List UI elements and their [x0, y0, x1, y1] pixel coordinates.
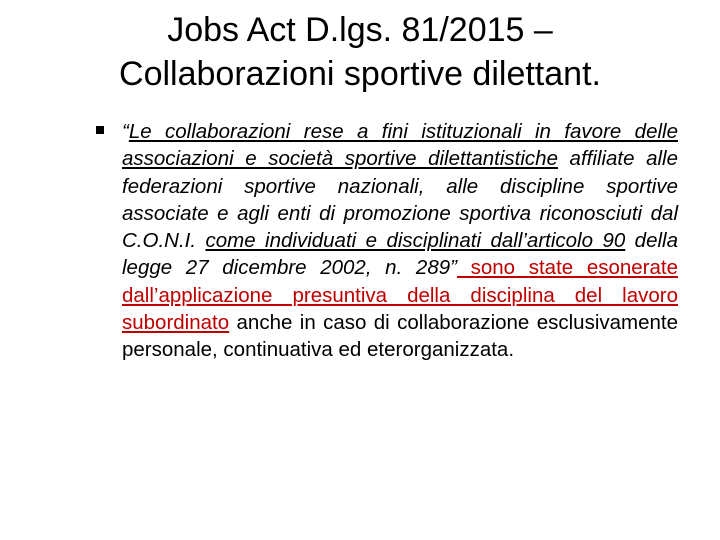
italic-phrase-1: affiliate alle federazioni sportive nazionali, alle discipline sportive associate e agli enti di promozione sportiva riconosciuti dal C.O.N.I. [122, 147, 678, 253]
slide-title [0, 8, 720, 96]
open-quote: “ [122, 120, 129, 143]
slide-title-line-2: Collaborazioni sportive dilettant. [119, 55, 601, 93]
underlined-phrase-1: Le collaborazioni rese a fini istituzionali in favore delle associazioni e società sportive dilettantistiche [122, 120, 678, 171]
bullet-item [100, 118, 680, 364]
slide-title-line-1: Jobs Act D.lgs. 81/2015 – [167, 11, 553, 49]
italic-phrase-2: della legge 27 dicembre 2002, n. 289” [122, 229, 678, 280]
bullet-text [122, 118, 678, 364]
plain-phrase: anche in caso di collaborazione esclusivamente personale, continuativa ed eterorganizzata. [122, 311, 678, 362]
highlighted-phrase: sono state esonerate dall’applicazione presuntiva della disciplina del lavoro subordinato [122, 256, 678, 335]
square-bullet-icon [96, 126, 104, 134]
underlined-phrase-2: come individuati e disciplinati dall’articolo 90 [205, 229, 626, 253]
